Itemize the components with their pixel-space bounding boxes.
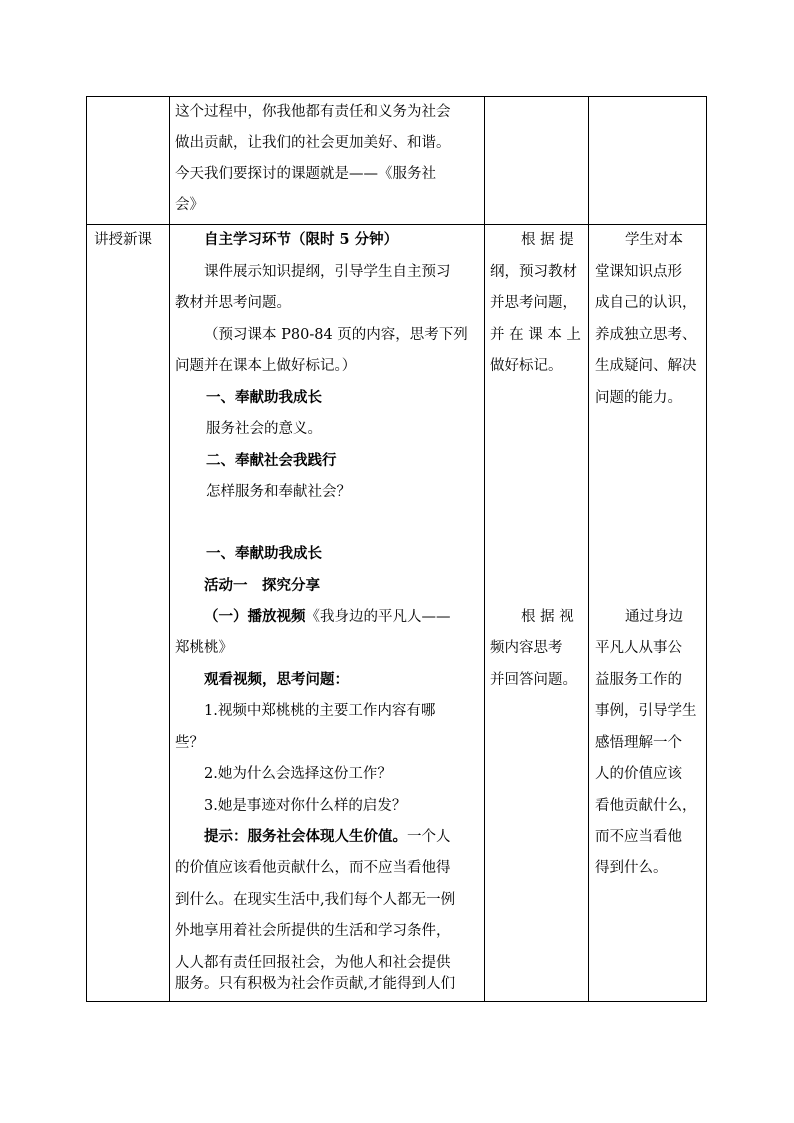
question-1b: 些？ <box>175 735 204 751</box>
design-intent-2-line-4: 事例，引导学生 <box>595 703 697 719</box>
student-activity-1-line-5: 做好标记。 <box>490 358 563 374</box>
point2-text: 怎样服务和奉献社会？ <box>206 484 351 500</box>
point1-title: 一、奉献助我成长 <box>206 389 322 406</box>
section1-title: 一、奉献助我成长 <box>206 545 322 562</box>
design-intent-1-line-1: 学生对本 <box>625 232 683 248</box>
preview-line-1: （预习课本 P80-84 页的内容，思考下列 <box>204 327 468 343</box>
video-line <box>204 607 451 627</box>
design-intent-2-line-7: 看他贡献什么， <box>595 798 697 814</box>
column-divider-1 <box>169 97 170 1001</box>
student-activity-2-line-3: 并回答问题。 <box>490 672 577 688</box>
hint-line-2: 的价值应该看他贡献什么，而不应当看他得 <box>175 860 451 876</box>
column-divider-2 <box>484 97 485 1001</box>
question-2: 2.她为什么会选择这份工作？ <box>204 766 392 782</box>
student-activity-1-line-3: 并思考问题， <box>490 295 577 311</box>
row1-line-3: 今天我们要探讨的课题就是——《服务社 <box>175 166 436 182</box>
hint-line-4: 外地享用着社会所提供的生活和学习条件， <box>175 923 451 939</box>
design-intent-1-line-2: 堂课知识点形 <box>595 264 682 280</box>
intro-line-1: 课件展示知识提纲，引导学生自主预习 <box>204 264 451 280</box>
point1-text: 服务社会的意义。 <box>206 421 322 437</box>
design-intent-2-line-5: 感悟理解一个 <box>595 735 682 751</box>
section-label: 讲授新课 <box>94 232 152 248</box>
design-intent-2-line-8: 而不应当看他 <box>595 829 682 845</box>
row-divider <box>87 224 706 225</box>
question-1a: 1.视频中郑桃桃的主要工作内容有哪 <box>204 703 436 719</box>
design-intent-2-line-6: 人的价值应该 <box>595 766 682 782</box>
hint-line <box>204 827 451 847</box>
student-activity-1-line-4: 并 在 课 本 上 <box>490 327 581 343</box>
student-activity-1-line-2: 纲，预习教材 <box>490 264 577 280</box>
video-title: 《我身边的平凡人—— <box>305 609 451 625</box>
activity1-title: 活动一 探究分享 <box>204 577 320 594</box>
watch-prompt: 观看视频，思考问题： <box>204 671 349 688</box>
design-intent-2-line-2: 平凡人从事公 <box>595 640 682 656</box>
column-divider-3 <box>588 97 589 1001</box>
design-intent-1-line-5: 生成疑问、解决 <box>595 358 697 374</box>
hint-start: 一个人 <box>407 829 451 845</box>
self-study-title: 自主学习环节（限时 5 分钟） <box>204 231 399 248</box>
student-activity-1-line-1: 根 据 提 <box>521 232 574 248</box>
point2-title: 二、奉献社会我践行 <box>206 452 337 469</box>
video-line-cont: 郑桃桃》 <box>175 640 233 656</box>
design-intent-1-line-3: 成自己的认识， <box>595 295 697 311</box>
preview-line-2: 问题并在课本上做好标记。） <box>175 358 357 374</box>
hint-line-3: 到什么。在现实生活中,我们每个人都无一例 <box>175 892 456 908</box>
student-activity-2-line-1: 根 据 视 <box>521 609 574 625</box>
row1-line-1: 这个过程中，你我他都有责任和义务为社会 <box>175 104 451 120</box>
intro-line-2: 教材并思考问题。 <box>175 295 291 311</box>
student-activity-2-line-2: 频内容思考 <box>490 640 563 656</box>
design-intent-1-line-4: 养成独立思考、 <box>595 327 697 343</box>
video-label: （一）播放视频 <box>204 608 306 625</box>
hint-line-5: 人人都有责任回报社会，为他人和社会提供 <box>175 955 451 971</box>
design-intent-2-line-1: 通过身边 <box>625 609 683 625</box>
design-intent-1-line-6: 问题的能力。 <box>595 390 682 406</box>
hint-label: 提示：服务社会体现人生价值。 <box>204 828 407 845</box>
hint-line-6: 服务。只有积极为社会作贡献,才能得到人们 <box>175 976 456 992</box>
design-intent-2-line-9: 得到什么。 <box>595 860 668 876</box>
row1-line-2: 做出贡献，让我们的社会更加美好、和谐。 <box>175 135 451 151</box>
row1-line-4: 会》 <box>175 197 204 213</box>
design-intent-2-line-3: 益服务工作的 <box>595 672 682 688</box>
question-3: 3.她是事迹对你什么样的启发？ <box>204 798 407 814</box>
